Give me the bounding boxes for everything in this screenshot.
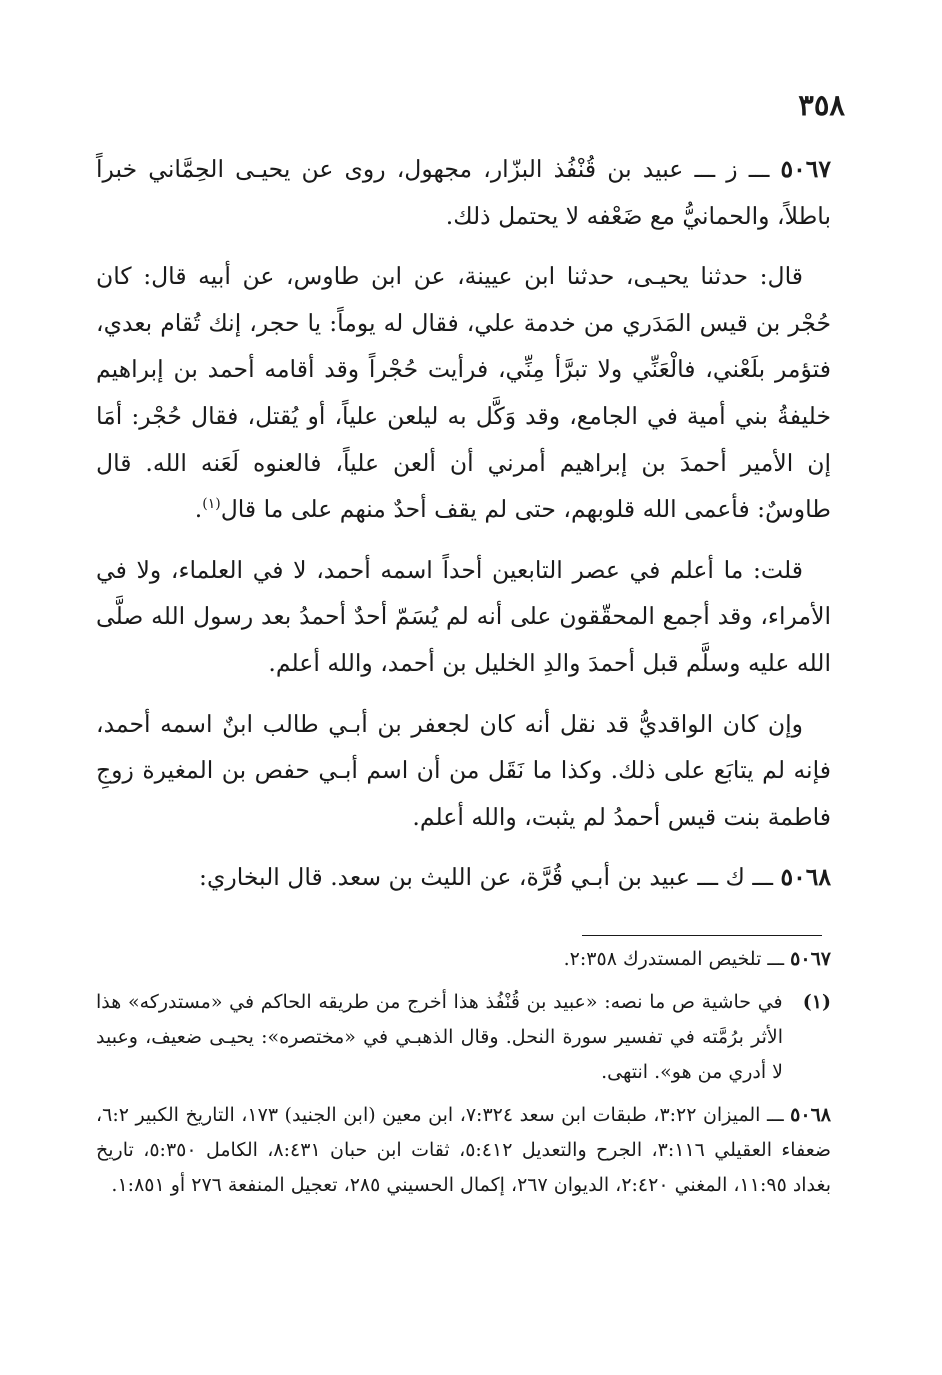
footnote-number: (١) <box>802 991 831 1013</box>
main-text <box>96 146 831 915</box>
paragraph-waqidi <box>96 701 831 841</box>
footnote-marker[interactable]: (١) <box>202 496 221 513</box>
entry-number: ٥٠٦٨ <box>780 863 831 892</box>
paragraph-text: قال: حدثنا يحيـى، حدثنا ابن عيينة، عن ابن طاوس، عن أبيه قال: كان حُجْر بن قيس المَدَري من خدمة علي، فقال له يوماً: يا حجر، إنك تُقام بعدي، فتؤمر بلَعْني، فالْعَنِّي ولا تبرَّأ مِنِّي، فرأيت حُجْراً وقد أقامه أحمد بن إبراهيم خليفةُ بني أمية في الجامع، وقد وَكَّل به ليلعن علياً، أو يُقتل، فقال حُجْر: أمَا إن الأمير أحمدَ بن إبراهيم أمرني أن ألعن علياً، فالعنوه لَعَنه الله. قال طاوسٌ: فأعمى الله قلوبهم، حتى لم يقف أحدٌ منهم على ما قال <box>96 262 831 524</box>
paragraph-text: قلت: ما أعلم في عصر التابعين أحداً اسمه أحمد، لا في العلماء، ولا في الأمراء، وقد أجمع المحقّقون على أنه لم يُسَمّ أحدٌ أحمدُ بعد رسول الله صلَّى الله عليه وسلَّم قبل أحمدَ والدِ الخليل بن أحمد، والله أعلم. <box>96 555 831 677</box>
paragraph-comment <box>96 547 831 687</box>
footnotes <box>96 942 831 1211</box>
entry-text: ـــ ز ـــ عبيد بن قُنْفُذ البزّار، مجهول، روى عن يحيـى الحِمَّاني خبراً باطلاً، والحمانيُّ مع ضَعْفه لا يحتمل ذلك. <box>96 155 831 230</box>
paragraph-text: وإن كان الواقديُّ قد نقل أنه كان لجعفر بن أبـي طالب ابنٌ اسمه أحمد، فإنه لم يتابَع على ذلك. وكذا ما نَقَل من أن اسم أبـي حفص بن المغيرة زوجِ فاطمة بنت قيس أحمدُ لم يثبت، والله أعلم. <box>96 709 831 831</box>
paragraph-tail: . <box>194 495 203 524</box>
entry-5067 <box>96 146 831 239</box>
entry-number: ٥٠٦٧ <box>780 155 831 183</box>
footnote-5068 <box>96 1098 831 1203</box>
footnote-number: ٥٠٦٨ <box>790 1104 831 1126</box>
footnote-1 <box>96 985 831 1090</box>
footnote-number: ٥٠٦٧ <box>790 948 831 970</box>
footnote-text: ـــ تلخيص المستدرك ٢:٣٥٨. <box>563 948 785 970</box>
footnote-text: في حاشية ص ما نصه: «عبيد بن قُنْفُذ هذا أخرج من طريقه الحاكم في «مستدركه» هذا الأثر برُمَّته في تفسير سورة النحل. وقال الذهبـي في «مختصره»: يحيـى ضعيف، وعبيد لا أدري من هو». انتهى. <box>96 991 783 1083</box>
footnote-text: ـــ الميزان ٣:٢٢، طبقات ابن سعد ٧:٣٢٤، ابن معين (ابن الجنيد) ١٧٣، التاريخ الكبير ٦:٢، ضعفاء العقيلي ٣:١١٦، الجرح والتعديل ٥:٤١٢، ثقات ابن حبان ٨:٤٣١، الكامل ٥:٣٥٠، تاريخ بغداد ١١:٩٥، المغني ٢:٤٢٠، الديوان ٢٦٧، إكمال الحسيني ٢٨٥، تعجيل المنفعة ٢٧٦ أو ١:٨٥١. <box>96 1104 832 1196</box>
entry-5068 <box>96 854 831 901</box>
footnote-divider <box>582 935 822 936</box>
footnote-5067 <box>96 942 831 977</box>
page-number: ٣٥٨ <box>798 88 845 122</box>
entry-text: ـــ ك ـــ عبيد بن أبـي قُرَّة، عن الليث بن سعد. قال البخاري: <box>199 863 774 892</box>
paragraph-narration <box>96 253 831 533</box>
